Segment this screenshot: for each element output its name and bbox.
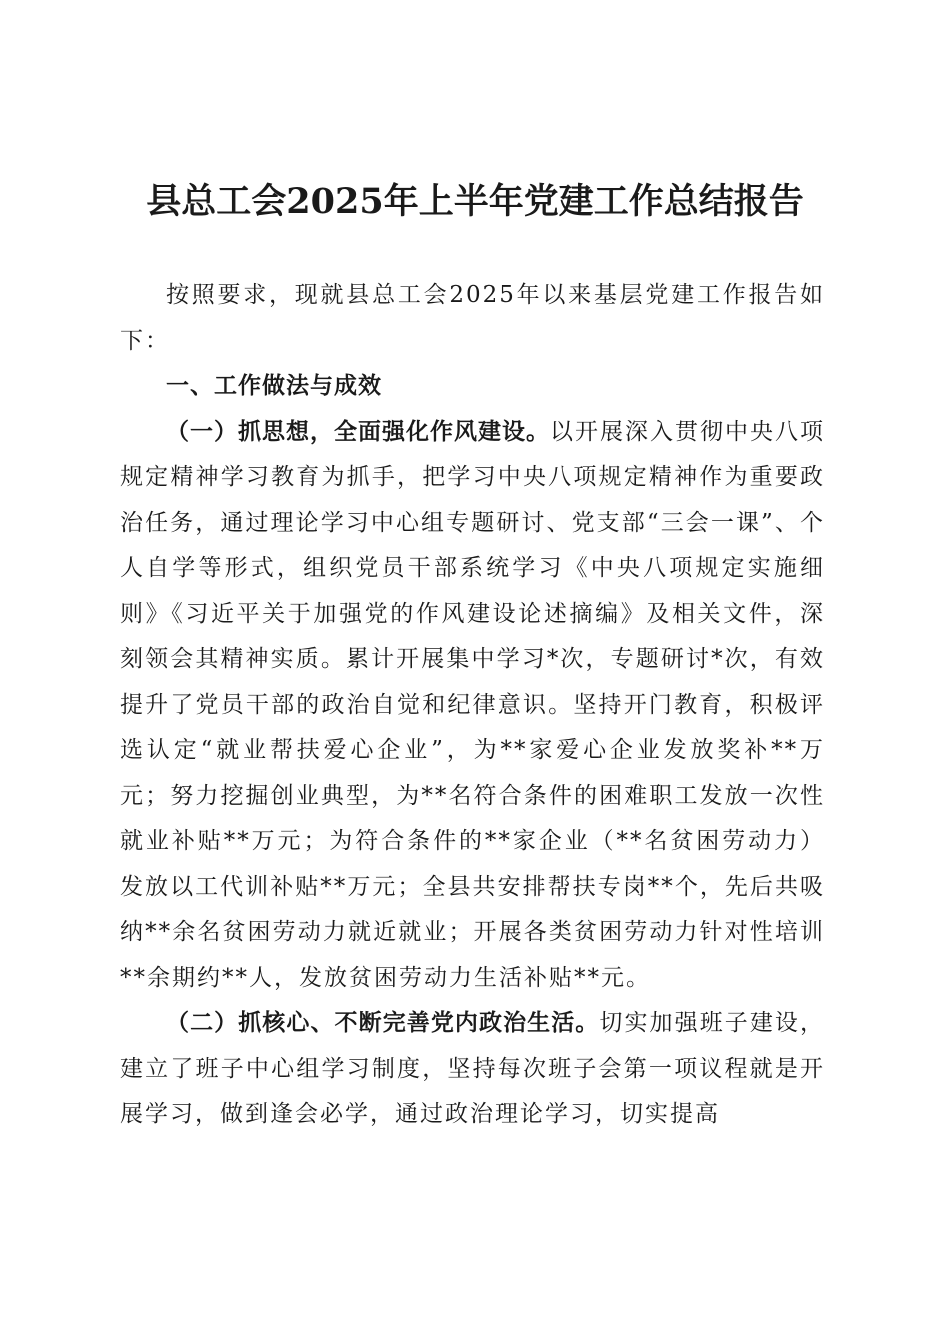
document-body (120, 273, 825, 1138)
section-heading: 一、工作做法与成效 (166, 373, 382, 399)
paragraph-item-1 (120, 410, 825, 1002)
document-title: 县总工会2025年上半年党建工作总结报告 (146, 181, 804, 222)
intro-paragraph: 按照要求，现就县总工会2025年以来基层党建工作报告如下： (120, 282, 825, 354)
paragraph-text: 切实加强班子建设，建立了班子中心组学习制度，坚持每次班子会第一项议程就是开展学习，做到逢会必学，通过政治理论学习，切实提高 (120, 1010, 826, 1127)
paragraph-lead: （一）抓思想，全面强化作风建设。 (166, 418, 550, 445)
paragraph-text: 以开展深入贯彻中央八项规定精神学习教育为抓手，把学习中央八项规定精神作为重要政治任务，通过理论学习中心组专题研讨、党支部“三会一课”、个人自学等形式，组织党员干部系统学习《中央八项规定实施细则》《习近平关于加强党的作风建设论述摘编》及相关文件，深刻领会其精神实质。累计开展集中学习*次，专题研讨*次，有效提升了党员干部的政治自觉和纪律意识。坚持开门教育，积极评选认定“就业帮扶爱心企业”，为**家爱心企业发放奖补**万元；努力挖掘创业典型，为**名符合条件的困难职工发放一次性就业补贴**万元；为符合条件的**家企业（**名贫困劳动力）发放以工代训补贴**万元；全县共安排帮扶专岗**个，先后共吸纳**余名贫困劳动力就近就业；开展各类贫困劳动力针对性培训**余期约**人，发放贫困劳动力生活补贴**元。 (120, 418, 825, 991)
paragraph-lead: （二）抓核心、不断完善党内政治生活。 (166, 1010, 600, 1036)
paragraph-item-2 (120, 1001, 825, 1138)
